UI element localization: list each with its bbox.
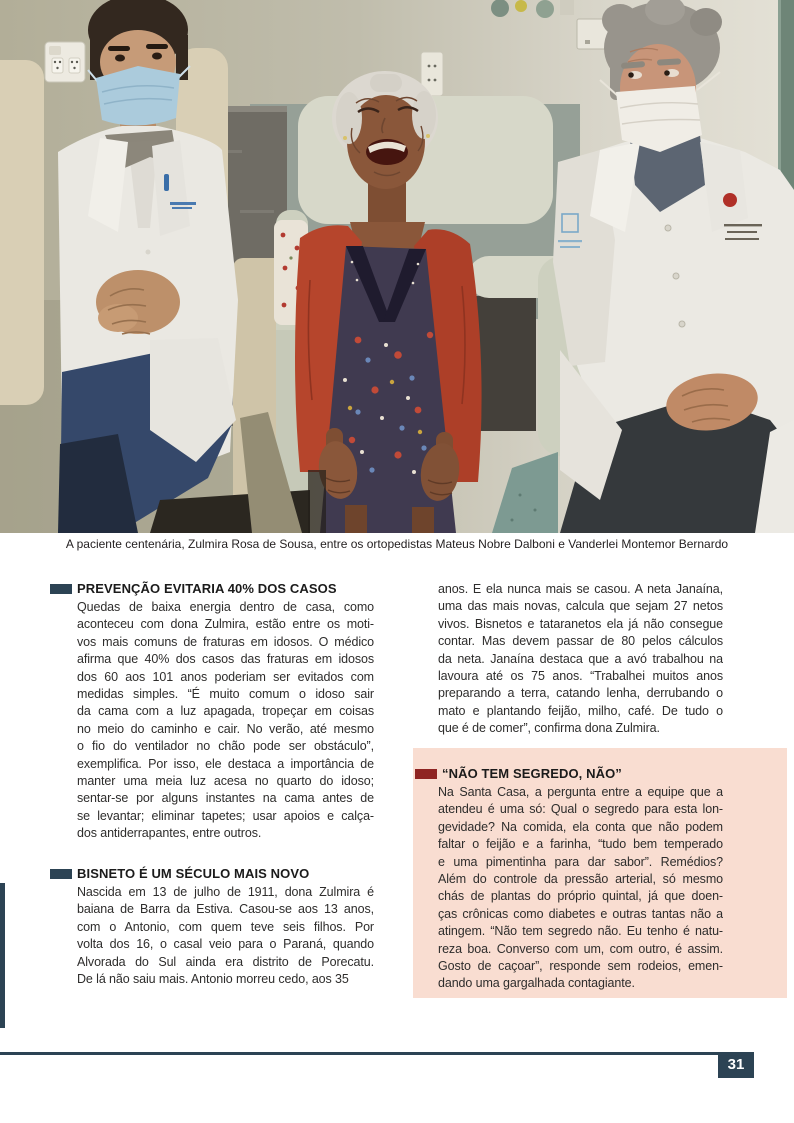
text-line: se levantar; eliminar tapetes; usar apoios e calça- xyxy=(77,808,374,823)
text-line: exemplifica. Por isso, ele destaca a importância de xyxy=(77,756,374,771)
section-marker xyxy=(50,584,72,594)
section-body xyxy=(77,599,374,842)
text-line: chás de plantas do próprio quintal, já que doen- xyxy=(438,889,723,904)
text-line: Alvorada do Sul ainda era distrito de Porecatu. xyxy=(77,954,374,969)
text-line: volta dos 16, o casal veio para o Paraná, quando xyxy=(77,937,374,952)
section-prevencao xyxy=(50,581,380,842)
text-line: medidas simples. “É muito comum o idoso sair xyxy=(77,686,374,701)
text-line: dos 60 aos 101 anos poderiam ser evitados com xyxy=(77,669,374,684)
section-heading-row xyxy=(415,766,787,781)
text-line: anos. E ela nunca mais se casou. A neta Janaína, xyxy=(438,582,723,596)
text-line: que é de comer”, confirma dona Zulmira. xyxy=(438,721,660,736)
text-line: com o Antonio, com quem teve seis filhos. Por xyxy=(77,919,374,934)
footer-rule xyxy=(0,1052,718,1055)
text-line: lavoura até os 75 anos. “Trabalhei muitos anos xyxy=(438,668,723,683)
text-line: dando uma gargalhada contagiante. xyxy=(438,976,635,991)
section-title: PREVENÇÃO EVITARIA 40% DOS CASOS xyxy=(77,581,337,596)
text-line: faltar o feijão e a farinha, “tudo bem temperado xyxy=(438,837,723,852)
text-line: manter uma meia luz acesa no quarto do idoso; xyxy=(77,773,374,788)
text-line: reza boa. Converso com um, com outro, é assim. xyxy=(438,941,723,956)
section-title: BISNETO É UM SÉCULO MAIS NOVO xyxy=(77,866,310,881)
text-line: no meio do caminho e cair. No verão, até mesmo xyxy=(77,721,374,736)
section-heading-row xyxy=(50,581,380,596)
text-line: Nascida em 13 de julho de 1911, dona Zulmira é xyxy=(77,885,374,899)
clasped-hands-left xyxy=(96,270,180,334)
text-line: atendeu é uma só: Qual o segredo para esta lon- xyxy=(438,802,723,817)
text-line: o fio do ventilador no chão pode ser obstáculo”, xyxy=(77,739,374,754)
photo-caption: A paciente centenária, Zulmira Rosa de Sousa, entre os ortopedistas Mateus Nobre Dalboni e Vanderlei Montemor Bernardo xyxy=(65,537,729,551)
left-margin-bar xyxy=(0,883,5,1028)
text-line: gevidade? Na comida, ela conta que não podem xyxy=(438,819,723,834)
section-title: “NÃO TEM SEGREDO, NÃO” xyxy=(442,766,622,781)
text-line: Quedas de baixa energia dentro de casa, como xyxy=(77,600,374,614)
text-line: vos mais comuns de fraturas em idosos. O médico xyxy=(77,634,374,649)
text-line: contar. Mas devem passar de 80 pelos cálculos xyxy=(438,634,723,649)
text-line: vivos. Bisnetos e tataranetos ela já não consegue xyxy=(438,616,723,631)
text-line: Além do controle da pressão arterial, só mesmo xyxy=(438,871,723,886)
text-line: sentar-se por alguns instantes na cama antes de xyxy=(77,791,374,806)
page-number: 31 xyxy=(718,1052,754,1078)
section-body xyxy=(438,784,723,993)
column-continuation xyxy=(438,581,723,738)
highlight-box-segredo xyxy=(413,748,787,998)
text-line: baiana de Barra da Estiva. Casou-se aos 13 anos, xyxy=(77,902,374,917)
article-photo xyxy=(0,0,794,533)
section-bisneto xyxy=(50,866,380,988)
text-line: Gosto de caçoar”, responde sem rodeios, emen- xyxy=(438,958,723,973)
text-line: Na Santa Casa, a pergunta entre a equipe que a xyxy=(438,785,723,799)
text-line: da neta. Janaína destaca que a avó trabalhou na xyxy=(438,651,723,666)
text-line: aconteceu com dona Zulmira, estão entre os moti- xyxy=(77,617,374,632)
text-line: dos antiderrapantes, entre outros. xyxy=(77,826,262,841)
text-line: ças crônicas como diabetes e outras tantas não a xyxy=(438,906,723,921)
text-line: afirma que 40% dos casos das fraturas em idosos xyxy=(77,652,374,667)
text-line: e uma pimentinha para dar sabor”. Remédios? xyxy=(438,854,723,869)
text-line: da cama com a luz apagada, tropeçar em coisas xyxy=(77,704,374,719)
wall-outlet-left xyxy=(45,42,85,82)
text-line: De lá não saiu mais. Antonio morreu cedo, aos 35 xyxy=(77,971,349,986)
photo-illustration xyxy=(0,0,794,533)
text-line: uma das mais novas, calcula que sejam 27 netos xyxy=(438,599,723,614)
section-body xyxy=(77,884,374,988)
section-marker xyxy=(50,869,72,879)
section-heading-row xyxy=(50,866,380,881)
text-line: preparando a terra, catando lenha, derrubando o xyxy=(438,686,723,701)
text-line: atingem. “Não tem segredo não. Eu tenho é natu- xyxy=(438,924,723,939)
section-marker xyxy=(415,769,437,779)
text-line: mato e plantando feijão, milho, café. De tudo o xyxy=(438,703,723,718)
